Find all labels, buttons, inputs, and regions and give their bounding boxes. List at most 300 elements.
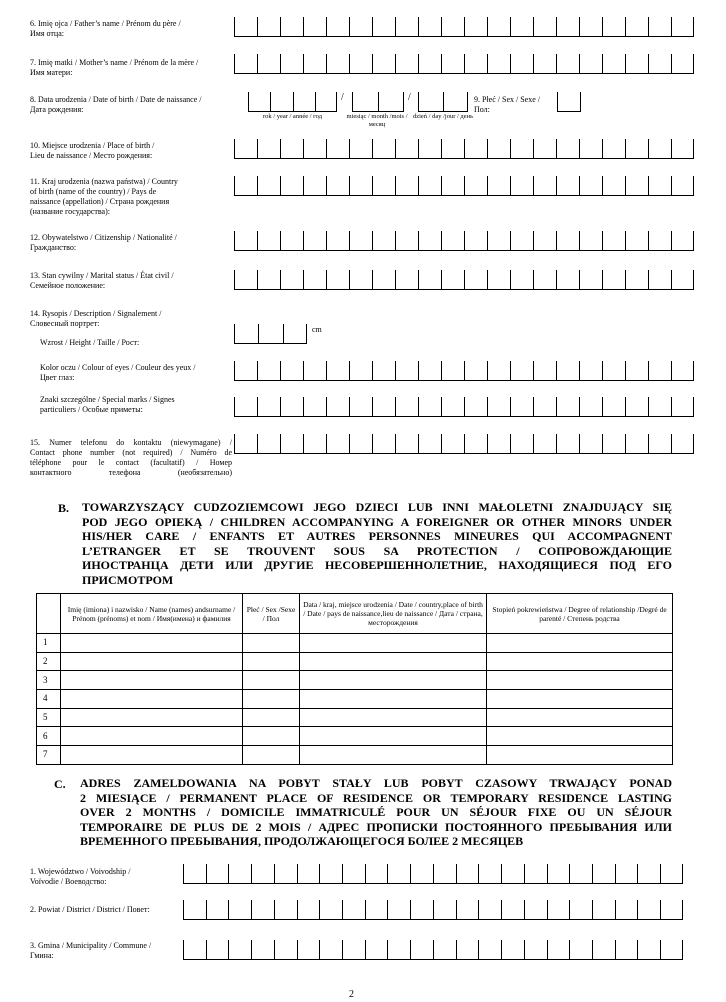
character-box[interactable] xyxy=(303,139,326,159)
character-box[interactable] xyxy=(556,270,579,290)
character-box[interactable] xyxy=(349,17,372,37)
character-box[interactable] xyxy=(326,231,349,251)
character-box[interactable] xyxy=(365,864,388,884)
character-box[interactable] xyxy=(274,900,297,920)
sex-cell[interactable] xyxy=(243,727,300,746)
character-box[interactable] xyxy=(280,434,303,454)
character-box[interactable] xyxy=(648,270,671,290)
character-box[interactable] xyxy=(228,900,251,920)
character-box[interactable] xyxy=(648,176,671,196)
character-box[interactable] xyxy=(395,270,418,290)
sex-cell[interactable] xyxy=(243,634,300,653)
character-box[interactable] xyxy=(395,361,418,381)
character-box[interactable] xyxy=(234,54,257,74)
character-box[interactable] xyxy=(441,54,464,74)
character-box[interactable] xyxy=(602,231,625,251)
character-box[interactable] xyxy=(352,92,378,112)
character-box[interactable] xyxy=(625,231,648,251)
character-box[interactable] xyxy=(251,900,274,920)
character-box[interactable] xyxy=(387,900,410,920)
relationship-cell[interactable] xyxy=(487,746,673,765)
character-box[interactable] xyxy=(557,92,581,112)
father-name-cells[interactable] xyxy=(234,17,694,37)
character-box[interactable] xyxy=(441,176,464,196)
character-box[interactable] xyxy=(395,54,418,74)
character-box[interactable] xyxy=(510,176,533,196)
character-box[interactable] xyxy=(602,139,625,159)
character-box[interactable] xyxy=(342,900,365,920)
character-box[interactable] xyxy=(234,270,257,290)
country-of-birth-cells[interactable] xyxy=(234,176,694,196)
character-box[interactable] xyxy=(342,940,365,960)
date-place-cell[interactable] xyxy=(300,708,487,727)
character-box[interactable] xyxy=(602,397,625,417)
character-box[interactable] xyxy=(533,434,556,454)
character-box[interactable] xyxy=(556,176,579,196)
character-box[interactable] xyxy=(283,324,307,344)
character-box[interactable] xyxy=(372,397,395,417)
character-box[interactable] xyxy=(602,176,625,196)
character-box[interactable] xyxy=(319,940,342,960)
character-box[interactable] xyxy=(418,270,441,290)
character-box[interactable] xyxy=(372,361,395,381)
character-box[interactable] xyxy=(441,361,464,381)
character-box[interactable] xyxy=(487,361,510,381)
character-box[interactable] xyxy=(648,139,671,159)
character-box[interactable] xyxy=(660,864,683,884)
character-box[interactable] xyxy=(297,900,320,920)
character-box[interactable] xyxy=(228,940,251,960)
character-box[interactable] xyxy=(303,434,326,454)
character-box[interactable] xyxy=(579,139,602,159)
district-cells[interactable] xyxy=(183,900,683,920)
character-box[interactable] xyxy=(395,176,418,196)
character-box[interactable] xyxy=(234,17,257,37)
character-box[interactable] xyxy=(326,54,349,74)
phone-number-cells[interactable] xyxy=(234,434,694,454)
character-box[interactable] xyxy=(349,270,372,290)
character-box[interactable] xyxy=(251,940,274,960)
birth-year-cells[interactable] xyxy=(248,92,337,112)
character-box[interactable] xyxy=(257,176,280,196)
character-box[interactable] xyxy=(418,139,441,159)
character-box[interactable] xyxy=(648,361,671,381)
character-box[interactable] xyxy=(637,864,660,884)
name-cell[interactable] xyxy=(61,690,243,709)
character-box[interactable] xyxy=(556,361,579,381)
character-box[interactable] xyxy=(648,434,671,454)
character-box[interactable] xyxy=(326,361,349,381)
character-box[interactable] xyxy=(671,434,694,454)
character-box[interactable] xyxy=(625,270,648,290)
character-box[interactable] xyxy=(569,900,592,920)
character-box[interactable] xyxy=(671,270,694,290)
character-box[interactable] xyxy=(671,231,694,251)
date-place-cell[interactable] xyxy=(300,652,487,671)
character-box[interactable] xyxy=(625,54,648,74)
character-box[interactable] xyxy=(510,397,533,417)
character-box[interactable] xyxy=(556,139,579,159)
character-box[interactable] xyxy=(274,940,297,960)
character-box[interactable] xyxy=(395,397,418,417)
character-box[interactable] xyxy=(441,397,464,417)
character-box[interactable] xyxy=(648,231,671,251)
date-place-cell[interactable] xyxy=(300,746,487,765)
character-box[interactable] xyxy=(660,900,683,920)
character-box[interactable] xyxy=(464,176,487,196)
character-box[interactable] xyxy=(258,324,282,344)
character-box[interactable] xyxy=(418,397,441,417)
character-box[interactable] xyxy=(303,270,326,290)
character-box[interactable] xyxy=(602,17,625,37)
character-box[interactable] xyxy=(433,864,456,884)
character-box[interactable] xyxy=(441,434,464,454)
place-of-birth-cells[interactable] xyxy=(234,139,694,159)
character-box[interactable] xyxy=(456,864,479,884)
character-box[interactable] xyxy=(592,940,615,960)
character-box[interactable] xyxy=(349,434,372,454)
character-box[interactable] xyxy=(319,864,342,884)
date-place-cell[interactable] xyxy=(300,690,487,709)
character-box[interactable] xyxy=(280,270,303,290)
character-box[interactable] xyxy=(206,900,229,920)
character-box[interactable] xyxy=(487,397,510,417)
character-box[interactable] xyxy=(297,864,320,884)
character-box[interactable] xyxy=(365,940,388,960)
character-box[interactable] xyxy=(648,54,671,74)
character-box[interactable] xyxy=(372,17,395,37)
character-box[interactable] xyxy=(579,54,602,74)
character-box[interactable] xyxy=(349,176,372,196)
character-box[interactable] xyxy=(464,139,487,159)
character-box[interactable] xyxy=(637,940,660,960)
character-box[interactable] xyxy=(487,176,510,196)
character-box[interactable] xyxy=(441,231,464,251)
character-box[interactable] xyxy=(671,361,694,381)
character-box[interactable] xyxy=(378,92,404,112)
relationship-cell[interactable] xyxy=(487,652,673,671)
character-box[interactable] xyxy=(326,139,349,159)
character-box[interactable] xyxy=(257,434,280,454)
birth-day-cells[interactable] xyxy=(418,92,468,112)
character-box[interactable] xyxy=(248,92,270,112)
character-box[interactable] xyxy=(303,54,326,74)
character-box[interactable] xyxy=(602,270,625,290)
character-box[interactable] xyxy=(326,17,349,37)
character-box[interactable] xyxy=(533,270,556,290)
character-box[interactable] xyxy=(533,361,556,381)
municipality-cells[interactable] xyxy=(183,940,683,960)
character-box[interactable] xyxy=(372,434,395,454)
character-box[interactable] xyxy=(510,270,533,290)
character-box[interactable] xyxy=(418,17,441,37)
character-box[interactable] xyxy=(579,17,602,37)
character-box[interactable] xyxy=(579,231,602,251)
character-box[interactable] xyxy=(234,324,258,344)
character-box[interactable] xyxy=(372,139,395,159)
character-box[interactable] xyxy=(326,176,349,196)
character-box[interactable] xyxy=(280,139,303,159)
character-box[interactable] xyxy=(569,940,592,960)
marital-status-cells[interactable] xyxy=(234,270,694,290)
character-box[interactable] xyxy=(319,900,342,920)
name-cell[interactable] xyxy=(61,634,243,653)
character-box[interactable] xyxy=(456,900,479,920)
character-box[interactable] xyxy=(615,864,638,884)
character-box[interactable] xyxy=(387,940,410,960)
character-box[interactable] xyxy=(418,231,441,251)
sex-cell[interactable] xyxy=(243,652,300,671)
character-box[interactable] xyxy=(556,231,579,251)
character-box[interactable] xyxy=(349,54,372,74)
character-box[interactable] xyxy=(556,434,579,454)
character-box[interactable] xyxy=(487,434,510,454)
character-box[interactable] xyxy=(660,940,683,960)
special-marks-cells[interactable] xyxy=(234,397,694,417)
character-box[interactable] xyxy=(533,139,556,159)
character-box[interactable] xyxy=(524,900,547,920)
character-box[interactable] xyxy=(234,231,257,251)
character-box[interactable] xyxy=(303,176,326,196)
character-box[interactable] xyxy=(533,176,556,196)
character-box[interactable] xyxy=(615,900,638,920)
character-box[interactable] xyxy=(592,900,615,920)
date-place-cell[interactable] xyxy=(300,727,487,746)
character-box[interactable] xyxy=(569,864,592,884)
character-box[interactable] xyxy=(625,397,648,417)
mother-name-cells[interactable] xyxy=(234,54,694,74)
character-box[interactable] xyxy=(547,940,570,960)
character-box[interactable] xyxy=(547,900,570,920)
character-box[interactable] xyxy=(602,54,625,74)
character-box[interactable] xyxy=(510,139,533,159)
character-box[interactable] xyxy=(257,397,280,417)
sex-cell[interactable] xyxy=(243,671,300,690)
character-box[interactable] xyxy=(303,231,326,251)
sex-cell[interactable] xyxy=(243,690,300,709)
character-box[interactable] xyxy=(579,176,602,196)
character-box[interactable] xyxy=(342,864,365,884)
character-box[interactable] xyxy=(556,54,579,74)
character-box[interactable] xyxy=(510,361,533,381)
character-box[interactable] xyxy=(533,397,556,417)
character-box[interactable] xyxy=(257,139,280,159)
character-box[interactable] xyxy=(372,231,395,251)
character-box[interactable] xyxy=(270,92,292,112)
character-box[interactable] xyxy=(510,54,533,74)
name-cell[interactable] xyxy=(61,708,243,727)
voivodship-cells[interactable] xyxy=(183,864,683,884)
character-box[interactable] xyxy=(456,940,479,960)
character-box[interactable] xyxy=(234,397,257,417)
character-box[interactable] xyxy=(487,17,510,37)
relationship-cell[interactable] xyxy=(487,671,673,690)
character-box[interactable] xyxy=(372,176,395,196)
character-box[interactable] xyxy=(464,54,487,74)
character-box[interactable] xyxy=(487,231,510,251)
character-box[interactable] xyxy=(433,940,456,960)
name-cell[interactable] xyxy=(61,652,243,671)
character-box[interactable] xyxy=(433,900,456,920)
character-box[interactable] xyxy=(671,397,694,417)
character-box[interactable] xyxy=(418,176,441,196)
character-box[interactable] xyxy=(280,176,303,196)
character-box[interactable] xyxy=(234,139,257,159)
relationship-cell[interactable] xyxy=(487,727,673,746)
character-box[interactable] xyxy=(478,940,501,960)
character-box[interactable] xyxy=(510,231,533,251)
character-box[interactable] xyxy=(257,54,280,74)
character-box[interactable] xyxy=(615,940,638,960)
character-box[interactable] xyxy=(206,940,229,960)
character-box[interactable] xyxy=(349,361,372,381)
character-box[interactable] xyxy=(234,434,257,454)
character-box[interactable] xyxy=(648,397,671,417)
character-box[interactable] xyxy=(625,361,648,381)
character-box[interactable] xyxy=(671,176,694,196)
relationship-cell[interactable] xyxy=(487,690,673,709)
character-box[interactable] xyxy=(280,231,303,251)
character-box[interactable] xyxy=(625,17,648,37)
character-box[interactable] xyxy=(671,54,694,74)
character-box[interactable] xyxy=(228,864,251,884)
character-box[interactable] xyxy=(410,864,433,884)
character-box[interactable] xyxy=(510,434,533,454)
character-box[interactable] xyxy=(464,397,487,417)
character-box[interactable] xyxy=(418,54,441,74)
character-box[interactable] xyxy=(478,864,501,884)
character-box[interactable] xyxy=(510,17,533,37)
character-box[interactable] xyxy=(625,434,648,454)
character-box[interactable] xyxy=(395,17,418,37)
character-box[interactable] xyxy=(464,17,487,37)
character-box[interactable] xyxy=(579,434,602,454)
character-box[interactable] xyxy=(501,900,524,920)
character-box[interactable] xyxy=(303,397,326,417)
character-box[interactable] xyxy=(443,92,468,112)
character-box[interactable] xyxy=(395,434,418,454)
character-box[interactable] xyxy=(524,940,547,960)
character-box[interactable] xyxy=(418,92,443,112)
character-box[interactable] xyxy=(501,940,524,960)
character-box[interactable] xyxy=(280,361,303,381)
character-box[interactable] xyxy=(257,270,280,290)
character-box[interactable] xyxy=(464,434,487,454)
character-box[interactable] xyxy=(556,17,579,37)
character-box[interactable] xyxy=(326,270,349,290)
eye-colour-cells[interactable] xyxy=(234,361,694,381)
character-box[interactable] xyxy=(206,864,229,884)
character-box[interactable] xyxy=(602,434,625,454)
character-box[interactable] xyxy=(183,900,206,920)
character-box[interactable] xyxy=(533,231,556,251)
character-box[interactable] xyxy=(274,864,297,884)
character-box[interactable] xyxy=(441,270,464,290)
character-box[interactable] xyxy=(183,940,206,960)
character-box[interactable] xyxy=(602,361,625,381)
character-box[interactable] xyxy=(326,434,349,454)
character-box[interactable] xyxy=(524,864,547,884)
character-box[interactable] xyxy=(556,397,579,417)
relationship-cell[interactable] xyxy=(487,634,673,653)
character-box[interactable] xyxy=(293,92,315,112)
character-box[interactable] xyxy=(387,864,410,884)
character-box[interactable] xyxy=(487,270,510,290)
character-box[interactable] xyxy=(579,361,602,381)
character-box[interactable] xyxy=(410,900,433,920)
character-box[interactable] xyxy=(303,361,326,381)
character-box[interactable] xyxy=(547,864,570,884)
character-box[interactable] xyxy=(234,176,257,196)
character-box[interactable] xyxy=(372,54,395,74)
character-box[interactable] xyxy=(464,361,487,381)
character-box[interactable] xyxy=(251,864,274,884)
character-box[interactable] xyxy=(315,92,337,112)
character-box[interactable] xyxy=(257,231,280,251)
character-box[interactable] xyxy=(349,139,372,159)
character-box[interactable] xyxy=(487,139,510,159)
name-cell[interactable] xyxy=(61,671,243,690)
character-box[interactable] xyxy=(410,940,433,960)
character-box[interactable] xyxy=(579,270,602,290)
character-box[interactable] xyxy=(303,17,326,37)
character-box[interactable] xyxy=(533,54,556,74)
date-place-cell[interactable] xyxy=(300,634,487,653)
height-cells[interactable] xyxy=(234,324,307,344)
character-box[interactable] xyxy=(372,270,395,290)
character-box[interactable] xyxy=(280,397,303,417)
name-cell[interactable] xyxy=(61,746,243,765)
character-box[interactable] xyxy=(637,900,660,920)
birth-month-cells[interactable] xyxy=(352,92,404,112)
character-box[interactable] xyxy=(280,54,303,74)
character-box[interactable] xyxy=(418,361,441,381)
date-place-cell[interactable] xyxy=(300,671,487,690)
sex-cell[interactable] xyxy=(243,708,300,727)
sex-cell[interactable] xyxy=(557,92,581,112)
character-box[interactable] xyxy=(257,361,280,381)
character-box[interactable] xyxy=(592,864,615,884)
character-box[interactable] xyxy=(280,17,303,37)
character-box[interactable] xyxy=(297,940,320,960)
character-box[interactable] xyxy=(671,139,694,159)
character-box[interactable] xyxy=(625,139,648,159)
character-box[interactable] xyxy=(671,17,694,37)
character-box[interactable] xyxy=(441,17,464,37)
relationship-cell[interactable] xyxy=(487,708,673,727)
character-box[interactable] xyxy=(487,54,510,74)
character-box[interactable] xyxy=(533,17,556,37)
character-box[interactable] xyxy=(349,397,372,417)
character-box[interactable] xyxy=(625,176,648,196)
character-box[interactable] xyxy=(441,139,464,159)
character-box[interactable] xyxy=(257,17,280,37)
character-box[interactable] xyxy=(326,397,349,417)
sex-cell[interactable] xyxy=(243,746,300,765)
character-box[interactable] xyxy=(464,231,487,251)
character-box[interactable] xyxy=(418,434,441,454)
character-box[interactable] xyxy=(395,139,418,159)
character-box[interactable] xyxy=(464,270,487,290)
character-box[interactable] xyxy=(648,17,671,37)
character-box[interactable] xyxy=(478,900,501,920)
character-box[interactable] xyxy=(234,361,257,381)
character-box[interactable] xyxy=(501,864,524,884)
citizenship-cells[interactable] xyxy=(234,231,694,251)
character-box[interactable] xyxy=(579,397,602,417)
character-box[interactable] xyxy=(395,231,418,251)
character-box[interactable] xyxy=(349,231,372,251)
